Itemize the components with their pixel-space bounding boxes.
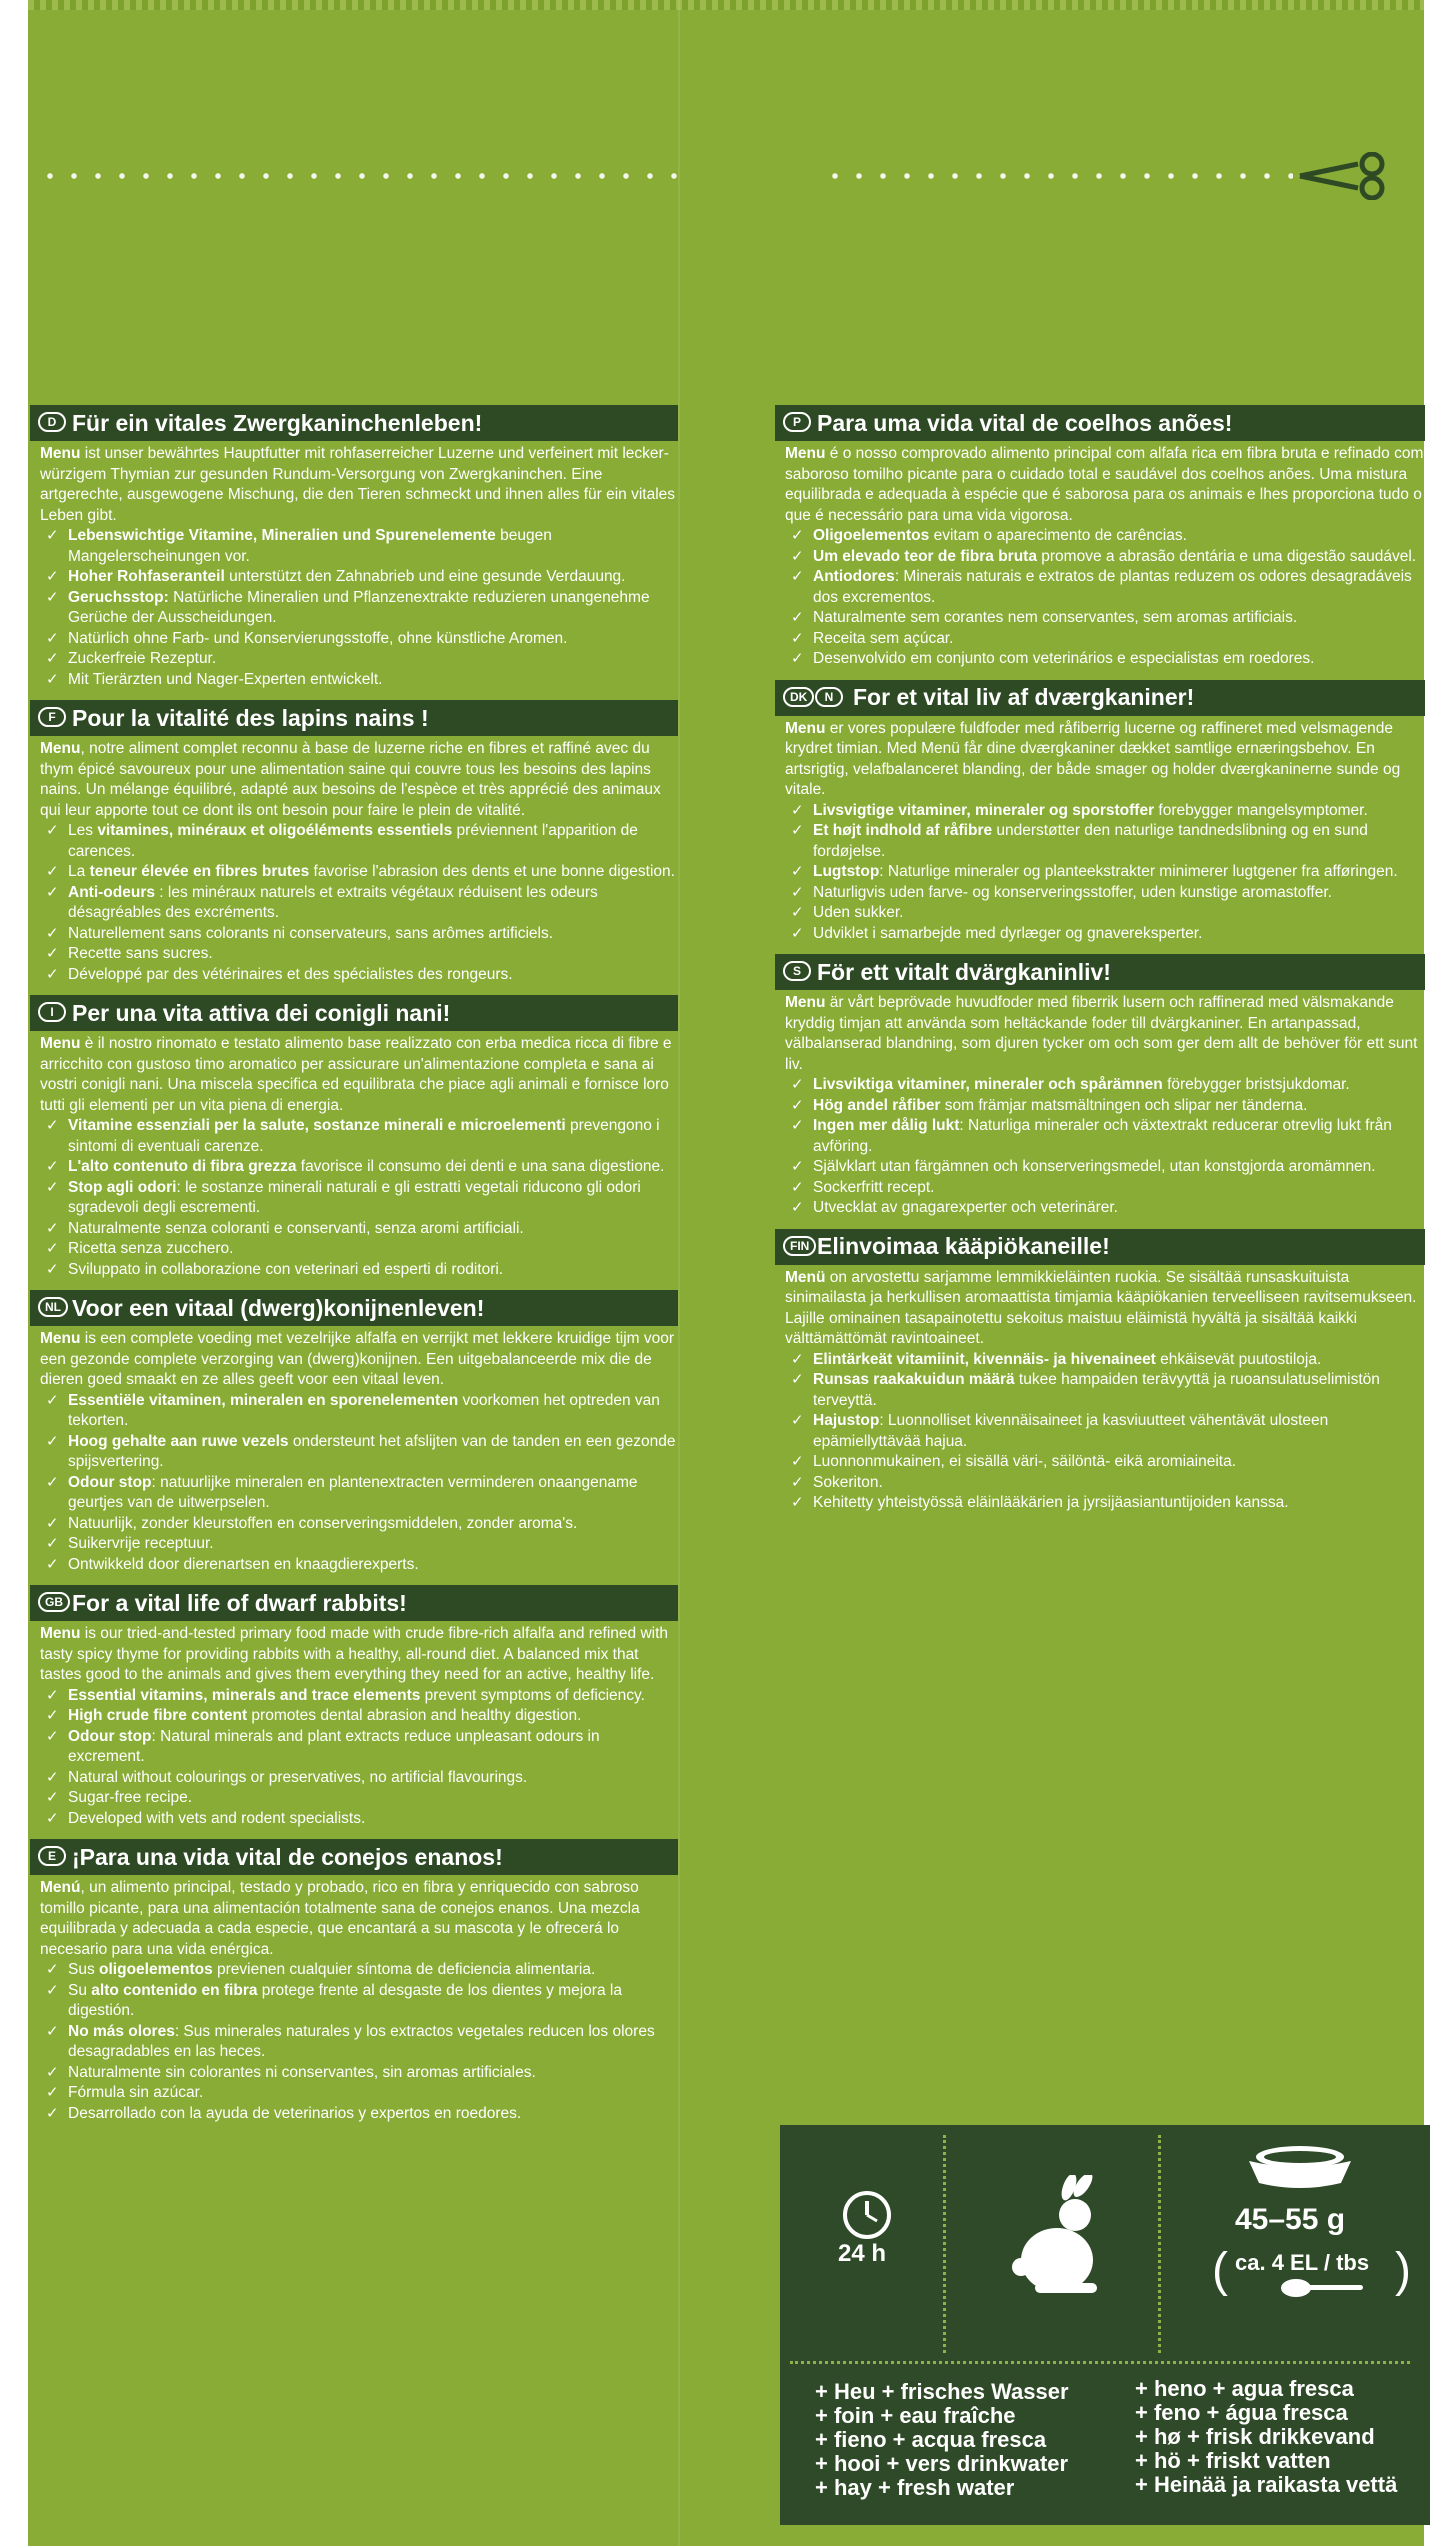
feature-text: förebygger bristsjukdomar. (1162, 1076, 1350, 1093)
feature-list (785, 801, 1425, 945)
feature-text: : Sus minerales naturales y los extractos vegetales reducen los olores desagradables en las heces. (68, 2022, 655, 2060)
feature-item (40, 1686, 678, 1707)
feature-item (40, 629, 678, 650)
feature-highlight: Hajustop (813, 1412, 880, 1429)
feature-item (40, 944, 678, 965)
feature-highlight: alto contenido en fibra (91, 1981, 258, 1999)
feature-highlight: Lebenswichtige Vitamine, Mineralien und Spurenelemente (68, 527, 496, 544)
feature-highlight: teneur élevée en fibres brutes (89, 863, 310, 880)
feature-text: Ricetta senza zucchero. (68, 1240, 234, 1257)
feature-text: Naturalmente senza coloranti e conservanti, senza aromi artificiali. (68, 1219, 524, 1237)
feeding-line: + hooi + vers drinkwater (815, 2451, 1069, 2476)
section-title: ¡Para una vida vital de conejos enanos! (72, 1843, 503, 1870)
feature-item (785, 801, 1425, 822)
feature-text: Fórmula sin azúcar. (68, 2084, 204, 2101)
feature-highlight: Stop agli odori (68, 1178, 177, 1196)
feature-highlight: Et højt indhold af råfibre (813, 822, 993, 839)
feature-highlight: Odour stop (68, 1727, 152, 1745)
feature-highlight: Essentiële vitaminen, mineralen en sporenelementen (68, 1391, 459, 1409)
brand: Menu (785, 719, 826, 737)
feature-text: Naturellement sans colorants ni conservateurs, sans arômes artificiels. (68, 924, 554, 942)
feature-item (40, 1534, 678, 1555)
section-header (30, 1290, 678, 1326)
feature-item (40, 1432, 678, 1473)
feature-item (40, 821, 678, 862)
section-header (775, 1229, 1425, 1265)
feature-item (785, 608, 1425, 629)
feature-item (40, 1514, 678, 1535)
section-header (30, 405, 678, 441)
section-de (30, 405, 678, 690)
feature-text: Kehitetty yhteistyössä eläinlääkärien ja jyrsijäasiantuntijoiden kanssa. (813, 1494, 1289, 1511)
feature-text: Mit Tierärzten und Nager-Experten entwickelt. (68, 670, 383, 688)
feature-text: unterstützt den Zahnabrieb und eine gesunde Verdauung. (224, 568, 626, 585)
brand: Menú (40, 1879, 81, 1896)
feature-text: : natuurlijke mineralen en plantenextracten verminderen onaangename geurtjes van de uitwerpselen. (68, 1473, 638, 1511)
feature-text: tukee hampaiden terävyyttä ja ruoansulatuselimistön terveyttä. (813, 1371, 1380, 1409)
section-header (30, 1839, 678, 1875)
feature-item (785, 567, 1425, 608)
feature-text: Luonnonmukainen, ei sisällä väri-, säilöntä- eikä aromiaineita. (813, 1453, 1237, 1470)
feature-item (785, 629, 1425, 650)
feature-item (785, 1350, 1425, 1371)
feature-text: Sugar-free recipe. (68, 1789, 193, 1806)
feature-text: Les (68, 822, 98, 839)
feature-item (785, 1178, 1425, 1199)
section-body (30, 1326, 678, 1575)
feature-item (40, 2083, 678, 2104)
feature-item (785, 1075, 1425, 1096)
section-nl (30, 1290, 678, 1575)
feature-highlight: Elintärkeät vitamiinit, kivennäis- ja hivenaineet (813, 1350, 1156, 1368)
feature-list (785, 1350, 1425, 1514)
section-header (775, 680, 1425, 716)
feature-highlight: Hoher Rohfaseranteil (68, 568, 225, 585)
feeding-line: + Heinää ja raikasta vettä (1135, 2472, 1398, 2497)
feature-item (40, 1981, 678, 2022)
open-paren: ( (1212, 2244, 1228, 2297)
section-header (30, 700, 678, 736)
feature-text: Sviluppato in collaborazione con veterinari ed esperti di roditori. (68, 1260, 504, 1278)
feature-item (40, 1116, 678, 1157)
feature-item (785, 1370, 1425, 1411)
intro: Menu è il nostro rinomato e testato alimento base realizzato con erba medica ricca di fibre e arricchito con gustoso timo aromatico per assicurare un'alimentazione completa e sana ai vostri conigli nani. Una miscela specifica ed equilibrata che piace agli animali e fornisce loro tutti gli elementi per un vita piena di energia. (40, 1035, 672, 1114)
feature-item (40, 1960, 678, 1981)
section-title: För ett vitalt dvärgkaninliv! (817, 958, 1111, 985)
intro: Menú, un alimento principal, testado y probado, rico en fibra y enriquecido con sabroso tomillo picante, para una alimentación totalmente sana de conejos enanos. Una mezcla equilibrada y adecuada a cada especie, que encantará a su mascota y le ofrecerá lo necesario para una vida enérgica. (40, 1879, 640, 1958)
section-title: Pour la vitalité des lapins nains ! (72, 704, 429, 731)
feature-text: Natürlich ohne Farb- und Konservierungsstoffe, ohne künstliche Aromen. (68, 629, 568, 647)
feature-text: Desenvolvido em conjunto com veterinários e especialistas em roedores. (813, 650, 1315, 667)
feature-text: Natural without colourings or preservatives, no artificial flavourings. (68, 1768, 528, 1786)
feature-highlight: vitamines, minéraux et oligoéléments essentiels (97, 822, 453, 839)
feeding-instructions-left (815, 2380, 1069, 2500)
feature-item (40, 1219, 678, 1240)
left-column (30, 405, 678, 2134)
feature-highlight: Livsviktiga vitaminer, mineraler och spårämnen (813, 1076, 1163, 1093)
language-badge: S (783, 961, 811, 981)
section-body (775, 1265, 1425, 1514)
intro: Menu er vores populære fuldfoder med råfiberrig lucerne og raffineret med velsmagende krydret timian. Med Menü får dine dværgkaniner dækket samtlige ernæringsbehov. En artsrigtig, velafbalanceret blanding, der både smager og holder dværgkaninerne sunde og vitale. (785, 719, 1401, 798)
section-header (775, 954, 1425, 990)
feature-item (785, 862, 1425, 883)
spoon-icon (1280, 2275, 1365, 2301)
feeding-line: + hö + friskt vatten (1135, 2448, 1331, 2473)
feature-item (40, 862, 678, 883)
feature-item (785, 1157, 1425, 1178)
feeding-line: + hø + frisk drikkevand (1135, 2424, 1375, 2449)
close-paren: ) (1395, 2244, 1411, 2297)
feature-text: Uden sukker. (813, 904, 904, 921)
language-badge: NL (38, 1297, 68, 1317)
feature-item (785, 1116, 1425, 1157)
rabbit-icon (1005, 2175, 1115, 2300)
feature-text: Natuurlijk, zonder kleurstoffen en conserveringsmiddelen, zonder aroma's. (68, 1514, 578, 1532)
section-fr (30, 700, 678, 985)
feature-text: Su (68, 1981, 92, 1999)
feature-highlight: oligoelementos (99, 1961, 213, 1978)
feature-highlight: Anti-odeurs (68, 883, 155, 901)
feature-highlight: Geruchsstop: (68, 588, 169, 606)
feature-highlight: Essential vitamins, minerals and trace elements (68, 1686, 421, 1704)
section-body (30, 1031, 678, 1280)
scissors-icon (1298, 152, 1393, 200)
section-gb (30, 1585, 678, 1829)
feature-list (40, 821, 678, 985)
feature-text: Utvecklat av gnagarexperter och veterinärer. (813, 1199, 1118, 1216)
feature-text: Receita sem açúcar. (813, 629, 954, 647)
section-body (775, 990, 1425, 1219)
intro: Menu, notre aliment complet reconnu à base de luzerne riche en fibres et raffiné avec du thym épicé savoureux pour une alimentation saine qui couvre tous les besoins des lapins nains. Un mélange équilibré, adapté aux besoins de l'espèce et très apprécié des animaux qui leur apporte tout ce dont ils ont besoin pour faire le plein de vitalité. (40, 740, 661, 819)
feature-item (785, 903, 1425, 924)
section-fi (775, 1229, 1425, 1514)
feature-text: Självklart utan färgämnen och konserveringsmedel, utan konstgjorda aromämnen. (813, 1158, 1376, 1175)
section-title: Elinvoimaa kääpiökaneille! (817, 1233, 1110, 1259)
feature-highlight: Vitamine essenziali per la salute, sostanze minerali e microelementi (68, 1117, 566, 1134)
feature-highlight: No más olores (68, 2022, 175, 2040)
feature-text: evitam o aparecimento de carências. (929, 527, 1187, 544)
feature-highlight: Um elevado teor de fibra bruta (813, 547, 1037, 565)
section-pt (775, 405, 1425, 670)
feature-item (40, 1555, 678, 1576)
feature-text: favorisce il consumo dei denti e una sana digestione. (296, 1158, 665, 1175)
feature-text: Suikervrije receptuur. (68, 1535, 214, 1552)
feature-item (785, 821, 1425, 862)
feeding-line: + Heu + frisches Wasser (815, 2379, 1069, 2404)
feature-item (40, 924, 678, 945)
feature-highlight: Oligoelementos (813, 527, 930, 544)
divider (790, 2361, 1410, 2364)
feature-text: : Minerais naturais e extratos de plantas reduzem os odores desagradáveis dos excrementos. (813, 568, 1412, 606)
section-title: Para uma vida vital de coelhos anões! (817, 409, 1233, 436)
feature-item (40, 1178, 678, 1219)
brand: Menu (40, 1330, 81, 1347)
language-badge: E (38, 1846, 66, 1866)
language-badge: N (815, 687, 843, 707)
brand: Menu (40, 445, 81, 462)
brand: Menü (785, 1268, 826, 1286)
language-badge: FIN (783, 1236, 816, 1256)
feature-highlight: Ingen mer dålig lukt (813, 1117, 960, 1134)
feature-item (785, 649, 1425, 670)
feature-list (40, 1686, 678, 1830)
intro: Menu is een complete voeding met vezelrijke alfalfa en verrijkt met lekkere kruidige tijm voor een gezonde complete verzorging van (dwerg)konijnen. Een uitgebalanceerde mix die de dieren goed smaakt en ze alles geeft voor een vitaal leven. (40, 1330, 675, 1388)
feature-text: beugen Mangelerscheinungen vor. (68, 527, 552, 565)
feature-list (40, 526, 678, 690)
feature-text: prevengono i sintomi di eventuali carenze. (68, 1117, 660, 1155)
feature-item (40, 649, 678, 670)
feature-item (785, 526, 1425, 547)
feeding-line: + foin + eau fraîche (815, 2403, 1016, 2428)
feature-item (40, 670, 678, 691)
feature-text: previenen cualquier síntoma de deficiencia alimentaria. (212, 1961, 596, 1978)
feature-text: : Naturliga mineraler och växtextrakt reducerar otrevlig lukt från avföring. (813, 1117, 1392, 1155)
feature-text: Sockerfritt recept. (813, 1178, 935, 1196)
feature-item (40, 588, 678, 629)
language-badge: P (783, 412, 811, 432)
feature-item (785, 1411, 1425, 1452)
feature-text: Développé par des vétérinaires et des spécialistes des rongeurs. (68, 965, 513, 983)
feature-item (40, 526, 678, 567)
feature-text: Naturalmente sem corantes nem conservantes, sem aromas artificiais. (813, 609, 1298, 626)
feature-item (40, 1157, 678, 1178)
feature-list (40, 1960, 678, 2124)
intro: Menu är vårt beprövade huvudfoder med fiberrik lusern och raffinerad med välsmakande kryddig timjan att använda som heltäckande foder till dvärgkaniner. En artanpassad, välbalanserad blandning, som djuren tycker om och som ger dem allt de behöver för ett sunt liv. (785, 994, 1418, 1073)
feeding-line: + feno + água fresca (1135, 2400, 1348, 2425)
feature-text: understøtter den naturlige tandnedslibning og en sund fordøjelse. (813, 822, 1368, 860)
feature-text: Developed with vets and rodent specialists. (68, 1809, 366, 1827)
brand: Menu (40, 740, 81, 757)
section-body (775, 441, 1425, 670)
feeding-line: + hay + fresh water (815, 2475, 1015, 2500)
feature-item (785, 1198, 1425, 1219)
clock-icon (842, 2190, 892, 2240)
feature-item (785, 1473, 1425, 1494)
feature-text: Sus (68, 1961, 100, 1978)
section-body (30, 1621, 678, 1829)
intro: Menü on arvostettu sarjamme lemmikkieläinten ruokia. Se sisältää runsaskuituista sinimailasta ja herkullisen aromaattista timjamia kääpiökanien terveelliseen ravitsemukseen. Lajille ominainen tasapainotettu sekoitus maistuu eläimistä hyvältä ja sisältää kaikki välttämättömät ravintoaineet. (785, 1268, 1417, 1347)
feature-text: protege frente al desgaste de los dientes y mejora la digestión. (68, 1981, 622, 2019)
feeding-line: + heno + agua fresca (1135, 2376, 1354, 2401)
cut-line-right (823, 173, 1293, 179)
brand: Menu (40, 1625, 81, 1642)
feature-highlight: Lugtstop (813, 863, 880, 880)
feature-text: préviennent l'apparition de carences. (68, 822, 638, 860)
divider (943, 2135, 946, 2353)
brand: Menu (40, 1035, 81, 1052)
feature-text: : Naturlige mineraler og planteekstrakter minimerer lugtgener fra afføringen. (879, 863, 1398, 880)
feature-text: favorise l'abrasion des dents et une bonne digestion. (309, 863, 675, 880)
feeding-panel (780, 2125, 1430, 2525)
section-it (30, 995, 678, 1280)
feature-item (40, 1260, 678, 1281)
feature-text: Udviklet i samarbejde med dyrlæger og gnavereksperter. (813, 924, 1203, 942)
feature-text: : Luonnolliset kivennäisaineet ja kasviuutteet vähentävät ulosteen epämiellyttävää hajua. (813, 1412, 1329, 1450)
feature-text: Ontwikkeld door dierenartsen en knaagdierexperts. (68, 1555, 419, 1573)
feature-item (40, 1706, 678, 1727)
feature-item (40, 965, 678, 986)
section-header (775, 405, 1425, 441)
bag-seam (678, 0, 680, 2546)
feature-highlight: Hög andel råfiber (813, 1096, 941, 1114)
feature-item (785, 924, 1425, 945)
feature-list (785, 526, 1425, 670)
spoon-amount: ca. 4 EL / tbs (1235, 2250, 1370, 2275)
section-title: Für ein vitales Zwergkaninchenleben! (72, 409, 483, 436)
section-title: For et vital liv af dværgkaniner! (853, 684, 1195, 710)
feature-highlight: Odour stop (68, 1473, 152, 1491)
feature-item (40, 1768, 678, 1789)
feature-text: Desarrollado con la ayuda de veterinarios y expertos en roedores. (68, 2104, 522, 2122)
feature-text: Naturalmente sin colorantes ni conservantes, sin aromas artificiales. (68, 2063, 536, 2081)
right-column (775, 405, 1425, 1524)
feature-item (40, 1788, 678, 1809)
feature-text: La (68, 863, 90, 880)
feature-item (785, 547, 1425, 568)
language-badge: I (38, 1002, 66, 1022)
feature-text: Zuckerfreie Rezeptur. (68, 650, 217, 667)
feature-item (40, 1473, 678, 1514)
portion-amount: 45–55 g (1235, 2203, 1346, 2236)
section-title: Per una vita attiva dei conigli nani! (72, 999, 451, 1026)
brand: Menu (785, 994, 826, 1011)
section-header (30, 995, 678, 1031)
feature-item (40, 2063, 678, 2084)
feeding-time: 24 h (838, 2240, 887, 2267)
section-es (30, 1839, 678, 2124)
intro: Menu é o nosso comprovado alimento principal com alfafa rica em fibra bruta e refinado com saboroso tomilho picante para o cuidado total e saudável dos coelhos anões. Uma mistura equilibrada e adequada à espécie que é saborosa para os animais e lhes proporciona tudo o que é necessário para uma vida vigorosa. (785, 445, 1424, 524)
feature-text: : Natural minerals and plant extracts reduce unpleasant odours in excrement. (68, 1727, 600, 1765)
section-title: For a vital life of dwarf rabbits! (72, 1589, 407, 1616)
feature-text: Sokeriton. (813, 1473, 883, 1491)
feature-highlight: High crude fibre content (68, 1707, 248, 1724)
feature-text: voorkomen het optreden van tekorten. (68, 1391, 660, 1429)
feature-item (785, 1096, 1425, 1117)
feature-text: : le sostanze minerali naturali e gli estratti vegetali riducono gli odori sgradevoli degli escrementi. (68, 1178, 641, 1216)
feature-highlight: Livsvigtige vitaminer, mineraler og sporstoffer (813, 801, 1155, 819)
feature-text: promove a abrasão dentária e uma digestão saudável. (1036, 547, 1417, 565)
feature-text: Naturligvis uden farve- og konserveringsstoffer, uden kunstige aromastoffer. (813, 883, 1332, 901)
feature-text: forebygger mangelsymptomer. (1154, 801, 1368, 819)
feature-highlight: Runsas raakakuidun määrä (813, 1371, 1015, 1388)
feature-text: : les minéraux naturels et extraits végétaux réduisent les odeurs désagréables des excréments. (68, 883, 598, 921)
section-header (30, 1585, 678, 1621)
section-title: Voor een vitaal (dwerg)konijnenleven! (72, 1294, 485, 1321)
feature-highlight: Hoog gehalte aan ruwe vezels (68, 1432, 289, 1450)
feature-list (785, 1075, 1425, 1219)
feature-item (40, 2022, 678, 2063)
feature-item (785, 1493, 1425, 1514)
divider (1158, 2135, 1161, 2353)
feature-text: ondersteunt het afslijten van de tanden en een gezonde spijsvertering. (68, 1432, 676, 1470)
language-badge: GB (38, 1592, 70, 1612)
feature-item (785, 883, 1425, 904)
language-badge: F (38, 707, 66, 727)
feature-text: ehkäisevät puutostiloja. (1155, 1350, 1322, 1368)
intro: Menu is our tried-and-tested primary food made with crude fibre-rich alfalfa and refined with tasty spicy thyme for providing rabbits with a healthy, all-round diet. A balanced mix that tastes good to the animals and gives them everything they need for an active, healthy life. (40, 1625, 669, 1683)
section-body (775, 716, 1425, 945)
feature-item (40, 2104, 678, 2125)
intro: Menu ist unser bewährtes Hauptfutter mit rohfaserreicher Luzerne und verfeinert mit lecker-würzigem Thymian zur gesunden Rundum-Versorgung von Zwergkaninchen. Eine artgerechte, ausgewogene Mischung, die den Tieren schmeckt und ihnen alles für ein vitales Leben gibt. (40, 445, 676, 524)
section-body (30, 736, 678, 985)
food-bowl-icon (1245, 2143, 1355, 2191)
feature-list (40, 1391, 678, 1576)
feature-item (40, 1809, 678, 1830)
section-dk (775, 680, 1425, 945)
feeding-line: + fieno + acqua fresca (815, 2427, 1047, 2452)
section-body (30, 1875, 678, 2124)
brand: Menu (785, 445, 826, 462)
feature-text: promotes dental abrasion and healthy digestion. (247, 1707, 582, 1724)
feature-text: prevent symptoms of deficiency. (420, 1686, 645, 1704)
feature-highlight: L'alto contenuto di fibra grezza (68, 1158, 297, 1175)
section-se (775, 954, 1425, 1219)
cut-line-left (38, 173, 678, 179)
feature-text: Recette sans sucres. (68, 945, 213, 962)
feature-item (40, 1727, 678, 1768)
feature-highlight: Antiodores (813, 568, 895, 585)
feature-text: Natürliche Mineralien und Pflanzenextrakte reduzieren unangenehme Gerüche der Ausscheidungen. (68, 588, 650, 626)
section-body (30, 441, 678, 690)
feature-item (785, 1452, 1425, 1473)
feature-item (40, 1391, 678, 1432)
feature-list (40, 1116, 678, 1280)
feature-item (40, 1239, 678, 1260)
feature-item (40, 567, 678, 588)
bag-seal-edge (28, 0, 1424, 10)
language-badge: DK (783, 687, 814, 707)
feature-text: som främjar matsmältningen och slipar ner tänderna. (940, 1096, 1308, 1114)
feeding-instructions-right (1135, 2377, 1397, 2497)
language-badge: D (38, 412, 66, 432)
feature-item (40, 883, 678, 924)
